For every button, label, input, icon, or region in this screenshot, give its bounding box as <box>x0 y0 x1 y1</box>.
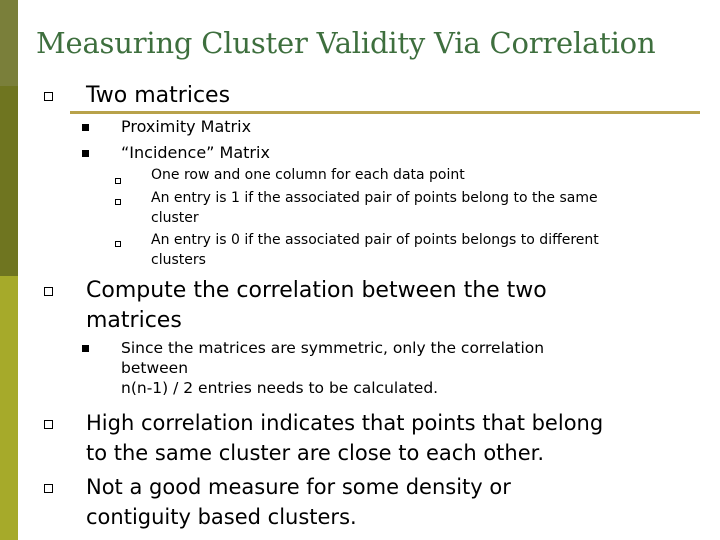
bullet-symmetric-line1: Since the matrices are symmetric, only the correlation <box>121 339 545 357</box>
left-accent-bar-middle <box>0 86 18 276</box>
square-bullet-icon <box>44 484 53 493</box>
bullet-symmetric-line3: n(n-1) / 2 entries needs to be calculated. <box>121 379 439 397</box>
bullet-symmetric-matrices <box>121 338 544 398</box>
square-bullet-icon <box>44 420 53 429</box>
slide-title: Measuring Cluster Validity Via Correlation <box>36 26 656 60</box>
bullet-entry-is-0 <box>151 230 599 270</box>
bullet-high-correlation-line1: High correlation indicates that points that belong <box>86 411 604 435</box>
left-accent-bar-top <box>0 0 18 86</box>
filled-square-bullet-icon <box>82 124 89 131</box>
bullet-high-correlation <box>86 408 603 468</box>
bullet-entry-is-1-line2: cluster <box>151 210 199 226</box>
bullet-not-good-measure <box>86 472 511 532</box>
bullet-proximity-matrix: Proximity Matrix <box>121 117 252 136</box>
bullet-compute-correlation-line1: Compute the correlation between the two <box>86 278 547 303</box>
bullet-two-matrices: Two matrices <box>86 83 231 108</box>
bullet-incidence-matrix: “Incidence” Matrix <box>121 143 270 162</box>
bullet-compute-correlation-line2: matrices <box>86 308 182 333</box>
small-square-bullet-icon <box>115 178 121 184</box>
bullet-symmetric-line2: between <box>121 359 189 377</box>
bullet-entry-is-1-line1: An entry is 1 if the associated pair of points belong to the same <box>151 190 598 206</box>
bullet-not-good-measure-line1: Not a good measure for some density or <box>86 475 511 499</box>
bullet-one-row-column: One row and one column for each data point <box>151 167 465 183</box>
small-square-bullet-icon <box>115 199 121 205</box>
filled-square-bullet-icon <box>82 345 89 352</box>
square-bullet-icon <box>44 287 53 296</box>
bullet-high-correlation-line2: to the same cluster are close to each other. <box>86 441 545 465</box>
bullet-not-good-measure-line2: contiguity based clusters. <box>86 505 357 529</box>
small-square-bullet-icon <box>115 241 121 247</box>
bullet-entry-is-1 <box>151 188 598 228</box>
bullet-entry-is-0-line2: clusters <box>151 252 206 268</box>
square-bullet-icon <box>44 92 53 101</box>
filled-square-bullet-icon <box>82 150 89 157</box>
title-underline <box>70 111 700 114</box>
left-accent-bar-bottom <box>0 276 18 540</box>
bullet-entry-is-0-line1: An entry is 0 if the associated pair of points belongs to different <box>151 232 599 248</box>
bullet-compute-correlation <box>86 276 547 336</box>
